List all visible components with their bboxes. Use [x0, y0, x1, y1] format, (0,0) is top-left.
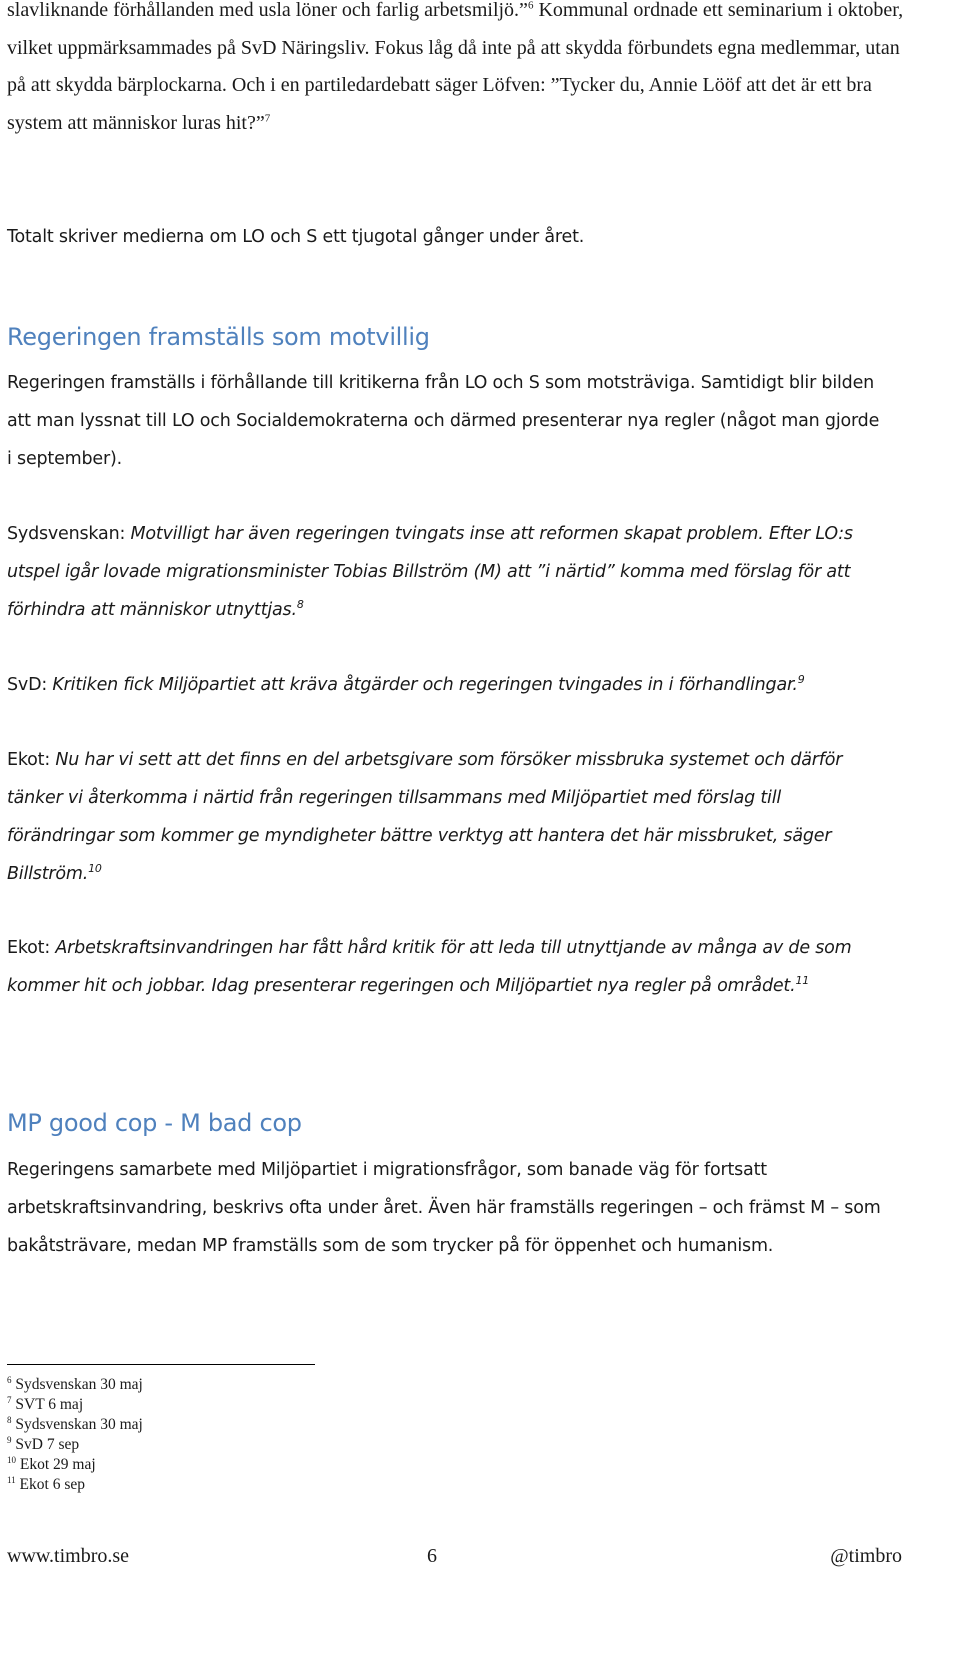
footnote: $^{10}$ Ekot 29 maj [7, 1454, 96, 1473]
quote-text: Nu har vi sett att det finns en del arbetsgivare som försöker missbruka systemet och därför tänker vi återkomma i närtid från regeringen tillsammans med Miljöpartiet med förslag till förändringar som kommer ge myndigheter bättre verktyg att hantera det här missbruket, säger Billström. [7, 750, 843, 884]
footnote-ref: 10 [88, 862, 102, 876]
footnote-ref: 11 [795, 974, 810, 988]
footnote-ref: 8 [296, 598, 304, 612]
quote-ekot-1 [7, 741, 887, 893]
footnote-separator [7, 1364, 315, 1365]
quote-sydsvenskan [7, 515, 887, 629]
footnotes [7, 1375, 143, 1495]
footnote-ref: 7 [264, 111, 271, 124]
page-number: 6 [427, 1545, 437, 1567]
section-heading: Regeringen framställs som motvillig [7, 323, 430, 351]
quote-text: Motvilligt har även regeringen tvingats inse att reformen skapat problem. Efter LO:s utspel igår lovade migrationsminister Tobias Billström (M) att ”i närtid” komma med förslag för att förhindra att människor utnyttjas. [7, 524, 853, 620]
footnote: $^9$ SvD 7 sep [7, 1434, 80, 1453]
total-paragraph: Totalt skriver medierna om LO och S ett tjugotal gånger under året. [7, 227, 585, 247]
intro-paragraph: slavliknande förhållanden med usla löner och farlig arbetsmiljö.”$^6$ Kommunal ordnade ett seminarium i oktober, vilket uppmärksammades på SvD Näringsliv. Fokus låg då inte på att skydda förbundets egna medlemmar, utan på att skydda bärplockarna. Och i en partiledardebatt säger Löfven: ”Tycker du, Annie Lööf att det är ett bra system att människor luras hit?”$^7$ [7, 0, 904, 134]
section2-paragraph: Regeringens samarbete med Miljöpartiet i migrationsfrågor, som banade väg för fortsatt arbetskraftsinvandring, beskrivs ofta under året. Även här framställs regeringen – och främst M – som bakåtsträvare, medan MP framställs som de som trycker på för öppenhet och humanism. [7, 1160, 881, 1256]
quote-source: Ekot: [7, 938, 56, 958]
section1-paragraph: Regeringen framställs i förhållande till kritikerna från LO och S som motsträviga. Samtidigt blir bilden att man lyssnat till LO och Socialdemokraterna och därmed presenterar nya regler (något man gjorde i september). [7, 373, 880, 469]
footnote: $^7$ SVT 6 maj [7, 1394, 84, 1413]
footer-website-link[interactable]: www.timbro.se [7, 1545, 130, 1567]
quote-source: Ekot: [7, 750, 56, 770]
footnote: $^6$ Sydsvenskan 30 maj [7, 1374, 143, 1393]
quote-source: SvD: [7, 675, 53, 695]
footnote-ref: 9 [797, 673, 805, 687]
footnote: $^{11}$ Ekot 6 sep [7, 1474, 85, 1493]
quote-source: Sydsvenskan: [7, 524, 131, 544]
footnote: $^8$ Sydsvenskan 30 maj [7, 1414, 143, 1433]
quote-text: Kritiken fick Miljöpartiet att kräva åtgärder och regeringen tvingades in i förhandlingar. [52, 675, 798, 695]
quote-ekot-2 [7, 929, 887, 1005]
footer-twitter-handle[interactable]: @timbro [830, 1545, 902, 1567]
quote-svd [7, 666, 907, 704]
quote-text: Arbetskraftsinvandringen har fått hård kritik för att leda till utnyttjande av många av de som kommer hit och jobbar. Idag presenterar regeringen och Miljöpartiet nya regler på området. [7, 938, 852, 996]
footnote-ref: 6 [527, 0, 534, 12]
section-heading: MP good cop - M bad cop [7, 1109, 302, 1137]
